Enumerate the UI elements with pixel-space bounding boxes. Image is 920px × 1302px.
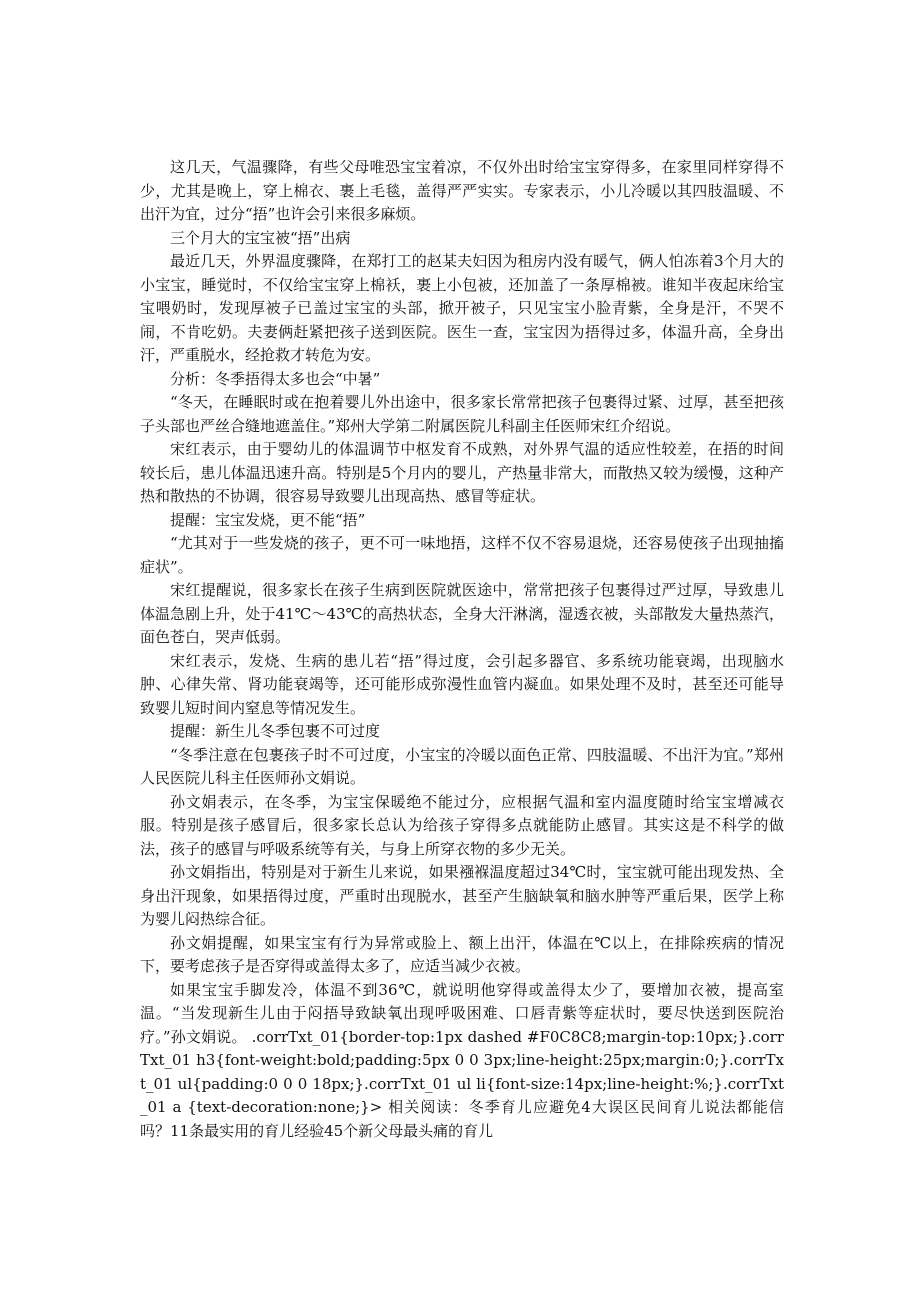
analysis-quote-paragraph: “冬天，在睡眠时或在抱着婴儿外出途中，很多家长常常把孩子包裹得过紧、过厚，甚至把孩子头部也严丝合缝地遮盖住。”郑州大学第二附属医院儿科副主任医师宋红介绍说。 — [140, 393, 784, 435]
section-heading-newborn: 提醒：新生儿冬季包裹不可过度 — [170, 722, 381, 740]
article-body — [140, 156, 784, 1143]
closing-paragraph: 如果宝宝手脚发冷，体温不到36℃，就说明他穿得或盖得太少了，要增加衣被，提高室温。“当发现新生儿由于闷捂导致缺氧出现呼吸困难、口唇青紫等症状时，要尽快送到医院治疗。”孙文娟说。 .corrTxt_01{border-top:1px dashed #F0C8C8;margin-top:10px;}.corrTxt_01 h3{font-weight:bold;padding:5px 0 0 3px;line-height:25px;margin:0;}.corrTxt_01 ul{padding:0 0 0 18px;}.corrTxt_01 ul li{font-size:14px;line-height:%;}.corrTxt_01 a {text-decoration:none;}> 相关阅读：冬季育儿应避免4大误区民间育儿说法都能信吗？11条最实用的育儿经验45个新父母最头痛的育儿 — [140, 980, 784, 1140]
fever-paragraph-2: 宋红表示，发烧、生病的患儿若“捂”得过度，会引起多器官、多系统功能衰竭，出现脑水肿、心律失常、肾功能衰竭等，还可能形成弥漫性血管内凝血。如果处理不及时，甚至还可能导致婴儿短时间内窒息等情况发生。 — [140, 651, 784, 717]
newborn-paragraph-3: 孙文娟提醒，如果宝宝有行为异常或脸上、额上出汗，体温在℃以上，在排除疾病的情况下，要考虑孩子是否穿得或盖得太多了，应适当减少衣被。 — [140, 933, 784, 975]
newborn-paragraph-2: 孙文娟指出，特别是对于新生儿来说，如果襁褓温度超过34℃时，宝宝就可能出现发热、全身出汗现象，如果捂得过度，严重时出现脱水，甚至产生脑缺氧和脑水肿等严重后果，医学上称为婴儿闷热综合征。 — [140, 863, 784, 928]
section-heading-case: 三个月大的宝宝被“捂”出病 — [170, 228, 351, 247]
analysis-paragraph: 宋红表示，由于婴幼儿的体温调节中枢发育不成熟，对外界气温的适应性较差，在捂的时间较长后，患儿体温迅速升高。特别是5个月内的婴儿，产热量非常大，而散热又较为缓慢，这种产热和散热的不协调，很容易导致婴儿出现高热、感冒等症状。 — [140, 440, 784, 505]
section-heading-fever: 提醒：宝宝发烧，更不能“捂” — [170, 510, 366, 529]
newborn-paragraph-1: 孙文娟表示，在冬季，为宝宝保暖绝不能过分，应根据气温和室内温度随时给宝宝增减衣服。特别是孩子感冒后，很多家长总认为给孩子穿得多点就能防止感冒。其实这是不科学的做法，孩子的感冒与呼吸系统等有关，与身上所穿衣物的多少无关。 — [140, 792, 784, 858]
fever-paragraph-1: 宋红提醒说，很多家长在孩子生病到医院就医途中，常常把孩子包裹得过严过厚，导致患儿体温急剧上升，处于41℃～43℃的高热状态，全身大汗淋漓，湿透衣被，头部散发大量热蒸汽，面色苍白，哭声低弱。 — [140, 581, 784, 646]
case-paragraph: 最近几天，外界温度骤降，在郑打工的赵某夫妇因为租房内没有暖气，俩人怕冻着3个月大的小宝宝，睡觉时，不仅给宝宝穿上棉袄，裹上小包被，还加盖了一条厚棉被。谁知半夜起床给宝宝喂奶时，发现厚被子已盖过宝宝的头部，掀开被子，只见宝宝小脸青紫，全身是汗，不哭不闹，不肯吃奶。夫妻俩赶紧把孩子送到医院。医生一查，宝宝因为捂得过多，体温升高，全身出汗，严重脱水，经抢救才转危为安。 — [140, 252, 784, 364]
newborn-quote-paragraph: “冬季注意在包裹孩子时不可过度，小宝宝的冷暖以面色正常、四肢温暖、不出汗为宜。”郑州人民医院儿科主任医师孙文娟说。 — [140, 745, 784, 787]
intro-paragraph: 这几天，气温骤降，有些父母唯恐宝宝着凉，不仅外出时给宝宝穿得多，在家里同样穿得不少，尤其是晚上，穿上棉衣、裹上毛毯，盖得严严实实。专家表示，小儿冷暖以其四肢温暖、不出汗为宜，过分“捂”也许会引来很多麻烦。 — [140, 158, 784, 223]
fever-quote-paragraph: “尤其对于一些发烧的孩子，更不可一味地捂，这样不仅不容易退烧，还容易使孩子出现抽搐症状”。 — [140, 534, 784, 576]
section-heading-analysis: 分析：冬季捂得太多也会“中暑” — [170, 369, 381, 388]
